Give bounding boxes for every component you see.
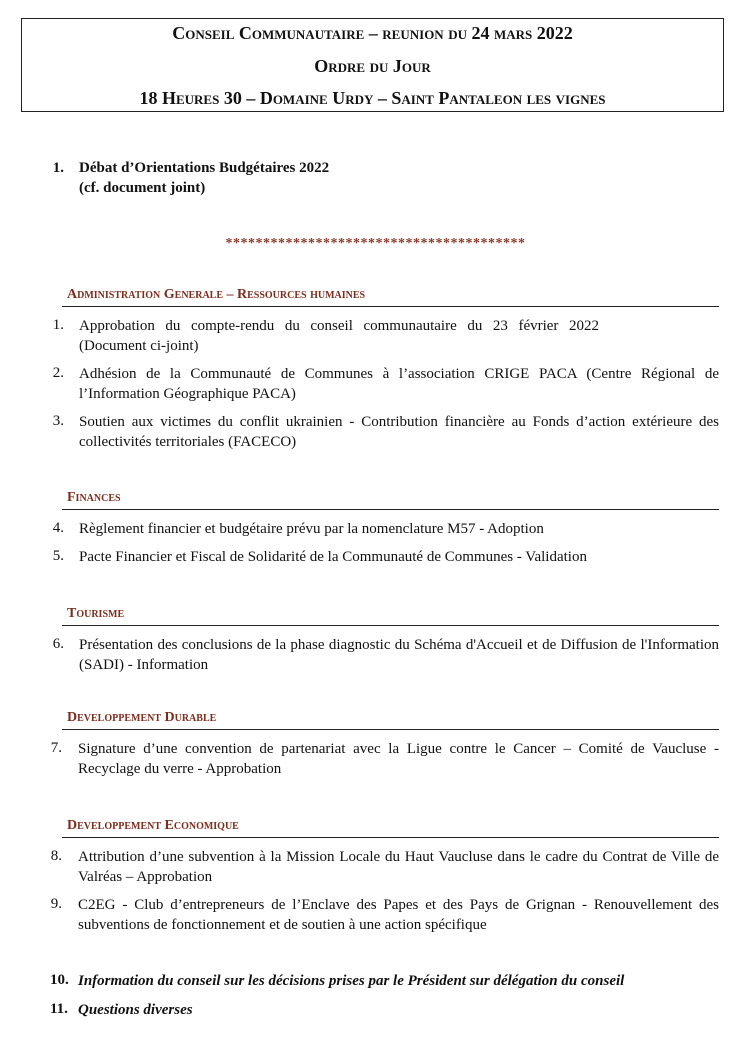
section-rule	[62, 509, 719, 510]
agenda-item-text: Signature d’une convention de partenariat avec la Ligue contre le Cancer – Comité de Vaucluse - Recyclage du verre - Approbation	[78, 741, 719, 777]
section-rule	[62, 625, 719, 626]
intro-item-number: 1.	[52, 160, 64, 176]
section-rule	[62, 837, 719, 838]
agenda-title: Ordre du Jour	[314, 56, 431, 76]
agenda-item-number: 2.	[52, 365, 64, 381]
agenda-item-text: C2EG - Club d’entrepreneurs de l’Enclave des Papes et des Pays de Grignan - Renouvellement des subventions de fonctionnement et de soutien à une action spécifique	[78, 897, 719, 933]
agenda-item-text: Approbation du compte-rendu du conseil communautaire du 23 février 2022 (Document ci-joint)	[79, 318, 599, 354]
agenda-item-text: Soutien aux victimes du conflit ukrainien - Contribution financière au Fonds d’action extérieure des collectivités territoriales (FACECO)	[79, 414, 719, 450]
separator-stars: ****************************************	[225, 236, 526, 251]
section-heading-economique: Developpement Economique	[67, 818, 239, 833]
agenda-item-text: Pacte Financier et Fiscal de Solidarité de la Communauté de Communes - Validation	[79, 549, 587, 565]
agenda-item-text: Présentation des conclusions de la phase diagnostic du Schéma d'Accueil et de Diffusion de l'Information (SADI) - Information	[79, 637, 719, 673]
agenda-item-text: Attribution d’une subvention à la Mission Locale du Haut Vaucluse dans le cadre du Contrat de Ville de Valréas – Approbation	[78, 849, 719, 885]
intro-item-line2: (cf. document joint)	[79, 180, 206, 196]
agenda-item-number: 1.	[52, 317, 64, 333]
agenda-item-text: Règlement financier et budgétaire prévu par la nomenclature M57 - Adoption	[79, 521, 544, 537]
agenda-item-number: 7.	[50, 740, 62, 756]
section-heading-admin: Administration Generale – Ressources humaines	[67, 287, 366, 302]
agenda-item-text: Adhésion de la Communauté de Communes à l’association CRIGE PACA (Centre Régional de l’Information Géographique PACA)	[79, 366, 719, 402]
agenda-item-number: 5.	[52, 548, 64, 564]
agenda-item-number: 4.	[52, 520, 64, 536]
meeting-time-location: 18 Heures 30 – Domaine Urdy – Saint Pantaleon les vignes	[139, 88, 606, 108]
section-heading-finances: Finances	[67, 490, 121, 505]
agenda-item-number: 6.	[52, 636, 64, 652]
section-rule	[62, 306, 719, 307]
closing-item-text: Information du conseil sur les décisions prises par le Président sur délégation du conseil	[78, 973, 625, 989]
agenda-item-number: 8.	[50, 848, 62, 864]
closing-item-number: 10.	[50, 972, 69, 988]
section-rule	[62, 729, 719, 730]
closing-item-number: 11.	[50, 1001, 68, 1017]
closing-item-text: Questions diverses	[78, 1002, 193, 1018]
intro-item-line1: Débat d’Orientations Budgétaires 2022	[79, 160, 330, 176]
title-box	[21, 18, 724, 112]
section-heading-tourisme: Tourisme	[67, 606, 125, 621]
agenda-item-number: 3.	[52, 413, 64, 429]
section-heading-durable: Developpement Durable	[67, 710, 217, 725]
agenda-item-number: 9.	[50, 896, 62, 912]
meeting-title: Conseil Communautaire – reunion du 24 mars 2022	[172, 23, 573, 43]
